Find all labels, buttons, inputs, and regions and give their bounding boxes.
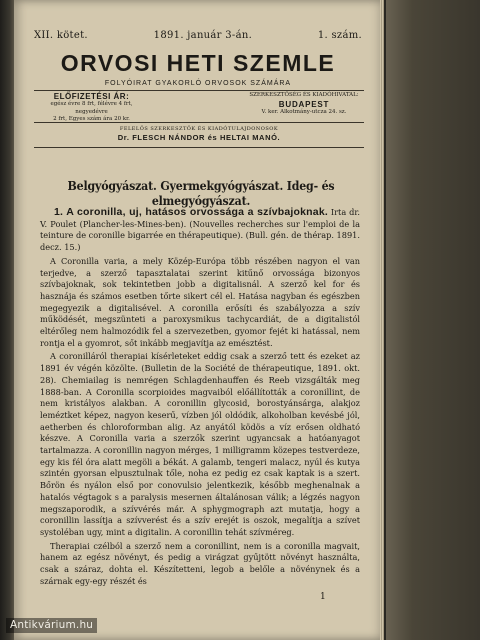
book-binding <box>384 0 480 640</box>
article-headline-paragraph <box>40 207 360 254</box>
masthead-rule <box>34 90 364 91</box>
masthead-info-row <box>34 30 362 41</box>
article-body <box>40 207 360 588</box>
issue-number: 1. szám. <box>317 30 362 41</box>
publisher-address: V. ker. Alkotmány-utcza 24. sz. <box>261 108 347 115</box>
book-spine <box>0 0 14 640</box>
editors-rule <box>34 147 364 148</box>
journal-page <box>14 0 386 640</box>
page-number: 1 <box>320 592 326 602</box>
publisher-line-1: SZERKESZTŐSÉG ÉS KIADÓHIVATAL: <box>249 92 359 98</box>
editors-names: Dr. FLESCH NÁNDOR és HELTAI MANÓ. <box>117 133 281 142</box>
subscription-line-1: egész évre 8 frt, félévre 4 frt, negyedévre <box>50 101 133 115</box>
subscription-line-2: 2 frt, Egyes szám ára 20 kr. <box>53 116 130 122</box>
subscription-label: ELŐFIZETÉSI ÁR: <box>53 92 130 101</box>
article-paragraph: A coronilláról therapiai kísérleteket eddig csak a szerző tett és ezeket az 1891 év végén közölte. (Bulletin de la Société de thérapeutique, 1891. okt. 28). Chemiailag is nemrégen Schlagdenhauffen és Reeb vizsgálták meg 1888-ban. A Coronilla scorpioides magvaiból előállították a coronillint, de nem kristályos alakban. A coronillin glycosid, borostyánsárga, alakjoz leméztket képez, nagyon keserű, vízben jól oldódik, alkoholban kevésbé jól, aetherben és chloroformban alig. Az anyától ködös a víz erősen oldható készve. A Coronilla varia a szerzők szerint ugyancsak a hatóanyagot tartalmazza. A coronillin nagyon mérges, 1 milligramm közepes testverdeze, egy kis fél óra alatt megöli a békát. A galamb, tengeri malacz, nyúl és kutya szintén gyorsan elpusztulnak tőle, noha ez pedig ez csak kaptak is a szert. Bőrön és nyálon első por conovulsio jelentkezik, később meghenalnak a hatalós végtagok s a paralysis mesernen általánosan válik; a légzés nagyon megszaporodik, a szívvérés már. A sphygmograph azt mutatja, hogy a coronillin lassítja a szívverést és a szív erejét is oszok, megalítja a szívet systoléban ugy, mint a digitalin. A coronillin tehát szívméreg. <box>40 351 360 537</box>
subscription-block <box>34 92 149 124</box>
issue-date: 1891. január 3-án. <box>153 30 253 41</box>
editors-caption: FELELŐS SZERKESZTŐK ÉS KIADÓTULAJDONOSOK <box>119 126 279 132</box>
article-paragraph: A Coronilla varia, a mely Közép-Európa több részében nagyon el van terjedve, a szerző tapasztalatai szerint kitűnő orvossága bizonyos szívbajoknak, sok tekintetben jobb a digitalisnál. A szerző kel for és hasznája és számos esetben tőrte sikert cél el. Hatása nagyban és egészben megegyezik a digitalisével. A coronilla erősíti és szabályozza a szív működését, megszünteti a paroxysmikus tachycardiát, de a digitalistól eltérőleg nem halmozódik fel a szervezetben, gyomor fejét ki hatással, nem rontja el a gyomrot, sőt inkább megjavítja az emésztést. <box>40 255 360 348</box>
article-paragraph: Therapiai czélból a szerző nem a coronillint, nem is a coronilla magvait, hanem az egész növényt, és pedig a virágzat gyűjtött növényt használta, csak a száraz, dohta el. Készítetteni, legob a belőle a növénynek és a szárnak egy-egy részét és <box>40 540 360 586</box>
volume-label: XII. kötet. <box>34 30 88 41</box>
publisher-block <box>239 92 369 116</box>
journal-title: ORVOSI HETI SZEMLE <box>60 50 336 76</box>
journal-subtitle: FOLYÓIRAT GYAKORLÓ ORVOSOK SZÁMÁRA <box>104 80 292 87</box>
editors-block <box>34 126 364 142</box>
section-heading: Belgyógyászat. Gyermekgyógyászat. Ideg- és elmegyógyászat. <box>67 178 335 208</box>
article-citation: Irta dr. V. Poulet (Plancher-les-Mines-ben). (Nouvelles recherches sur l'emploi de la teinture de coronille bigarrée en thérapeutique). (Bull. gén. de thérap. 1891. decz. 15.) <box>40 207 360 253</box>
masthead-rule-lower <box>34 122 364 123</box>
publisher-city: BUDAPEST <box>278 99 330 109</box>
watermark: Antikvárium.hu <box>6 618 97 633</box>
article-headline: 1. A coronilla, uj, hatásos orvossága a szívbajoknak. <box>54 206 328 218</box>
